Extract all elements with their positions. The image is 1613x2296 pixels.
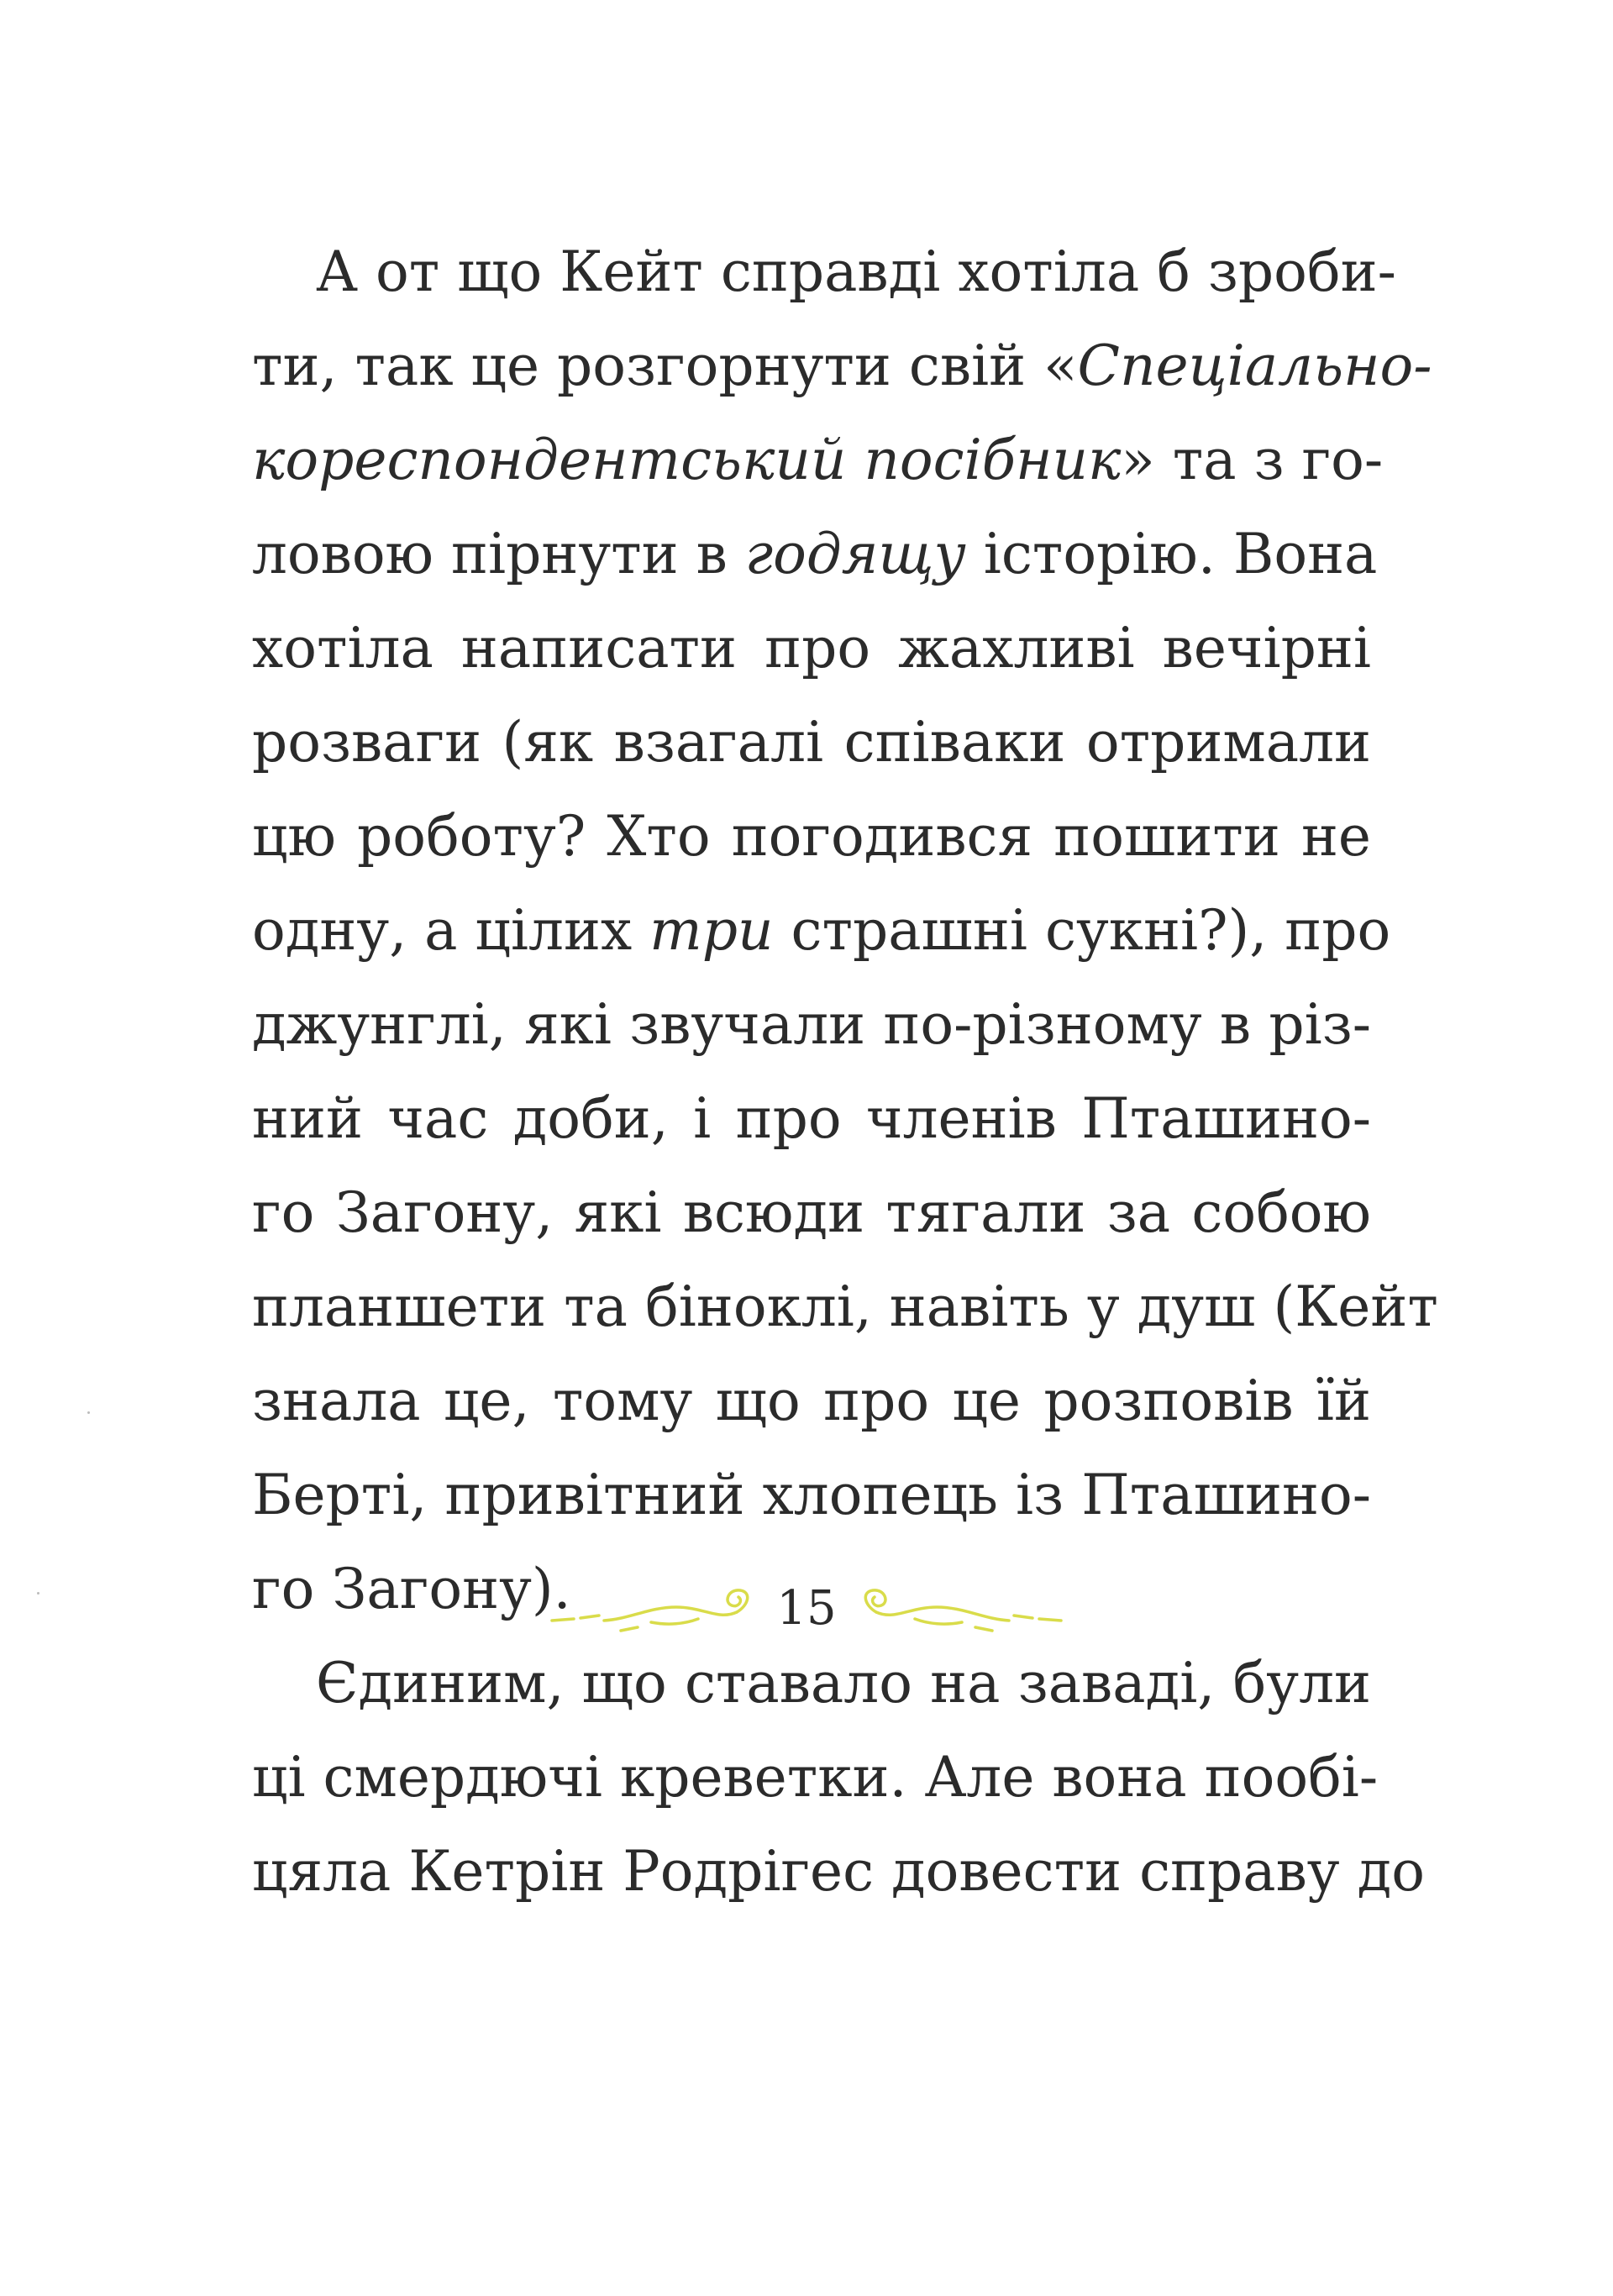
text-line: го Загону, які всюди тягали за собою — [252, 1180, 1371, 1245]
speck — [87, 1411, 90, 1414]
page-body — [252, 225, 1438, 1919]
text-line: одну, а цілих три страшні сукні?), про — [252, 898, 1391, 963]
swirl-ornament-right-icon — [844, 1582, 1063, 1636]
page-footer — [0, 1575, 1613, 1642]
text-line: хотіла написати про жахливі вечірні — [252, 616, 1371, 680]
text-line: ловою пірнути в годящу історію. Вона — [252, 522, 1378, 586]
text-line: ти, так це розгорнути свій «Спеціально- — [252, 334, 1432, 398]
text-line: цяла Кетрін Родрігес довести справу до — [252, 1839, 1425, 1904]
text-line: кореспондентський посібник» та з го- — [252, 428, 1384, 492]
text-line: знала це, тому що про це розповів їй — [252, 1369, 1371, 1433]
text-line: ці смердючі креветки. Але вона пообі- — [252, 1745, 1379, 1810]
paragraph — [252, 225, 1438, 1637]
text-line: джунглі, які звучали по-різному в різ- — [252, 992, 1371, 1057]
speck — [37, 1592, 39, 1595]
text-line: розваги (як взагалі співаки отримали — [252, 710, 1371, 775]
text-line: А от що Кейт справді хотіла б зроби- — [316, 239, 1396, 304]
text-line: планшети та біноклі, навіть у душ (Кейт — [252, 1274, 1438, 1339]
text-line: Єдиним, що ставало на заваді, були — [316, 1651, 1371, 1715]
text-line: цю роботу? Хто погодився пошити не — [252, 804, 1371, 869]
text-line: ний час доби, і про членів Пташино- — [252, 1086, 1371, 1151]
text-line: го Загону). — [252, 1557, 571, 1621]
page-number: 15 — [776, 1581, 837, 1636]
text-line: Берті, привітний хлопець із Пташино- — [252, 1463, 1371, 1527]
paragraph — [252, 1637, 1425, 1919]
